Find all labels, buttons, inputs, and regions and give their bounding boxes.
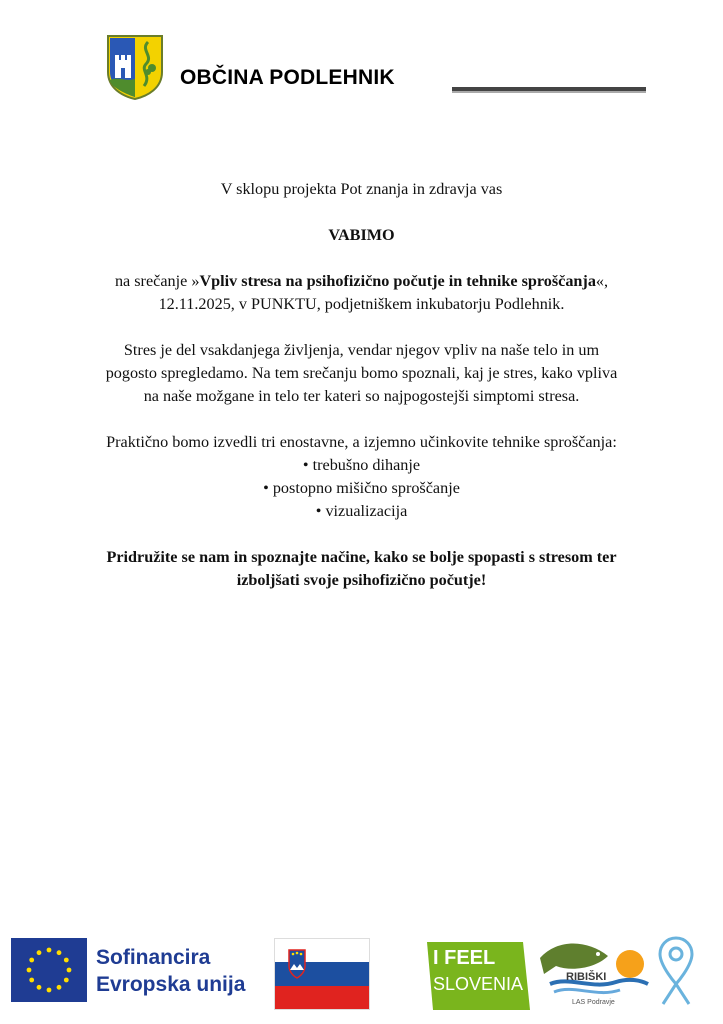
event-paragraph <box>100 270 623 316</box>
list-item: • vizualizacija <box>315 502 408 520</box>
org-name: OBČINA PODLEHNIK <box>180 66 395 89</box>
ribiski-las-logo <box>536 934 651 1010</box>
closing-text: Pridružite se nam in spoznajte načine, kako se bolje spopasti s stresom ter izboljšati svoje psihofizično počutje! <box>106 548 617 589</box>
stress-paragraph: Stres je del vsakdanjega življenja, vendar njegov vpliv na naše telo in um pogosto spregledamo. Na tem srečanju bomo spoznali, kaj je stres, kako vpliva na naše možgane in telo ter kateri so najpogostejši simptomi stresa. <box>105 341 618 405</box>
invitation-heading: VABIMO <box>328 226 395 244</box>
event-prefix: na srečanje » <box>114 272 200 290</box>
slovenia-flag-icon <box>274 938 370 1010</box>
event-title: Vpliv stresa na psihofizično počutje in tehnike sproščanja <box>199 272 596 290</box>
intro-text: V sklopu projekta Pot znanja in zdravja vas <box>220 180 503 198</box>
techniques-list <box>100 454 623 523</box>
i-feel-slovenia-logo <box>427 936 530 1010</box>
coat-of-arms-icon <box>106 34 164 100</box>
svg-text:LAS Podravje: LAS Podravje <box>572 999 615 1006</box>
svg-text:I FEEL: I FEEL <box>433 947 496 969</box>
map-pin-icon <box>657 936 695 1008</box>
sponsor-footer <box>0 930 723 1024</box>
svg-text:SLOVENIA: SLOVENIA <box>433 974 524 994</box>
header-rule <box>452 87 646 93</box>
letterhead <box>0 0 723 110</box>
invitation-body <box>100 178 623 592</box>
techniques-intro: Praktično bomo izvedli tri enostavne, a izjemno učinkovite tehnike sproščanja: <box>106 433 617 451</box>
event-details: «, 12.11.2025, v PUNKTU, podjetniškem inkubatorju Podlehnik. <box>158 272 609 313</box>
svg-text:RIBIŠKI: RIBIŠKI <box>566 971 607 983</box>
list-item: • postopno mišično sproščanje <box>263 479 460 497</box>
eu-flag-icon <box>11 938 87 1002</box>
eu-cofunding-label: Sofinancira Evropska unija <box>96 946 246 996</box>
list-item: • trebušno dihanje <box>302 456 421 474</box>
